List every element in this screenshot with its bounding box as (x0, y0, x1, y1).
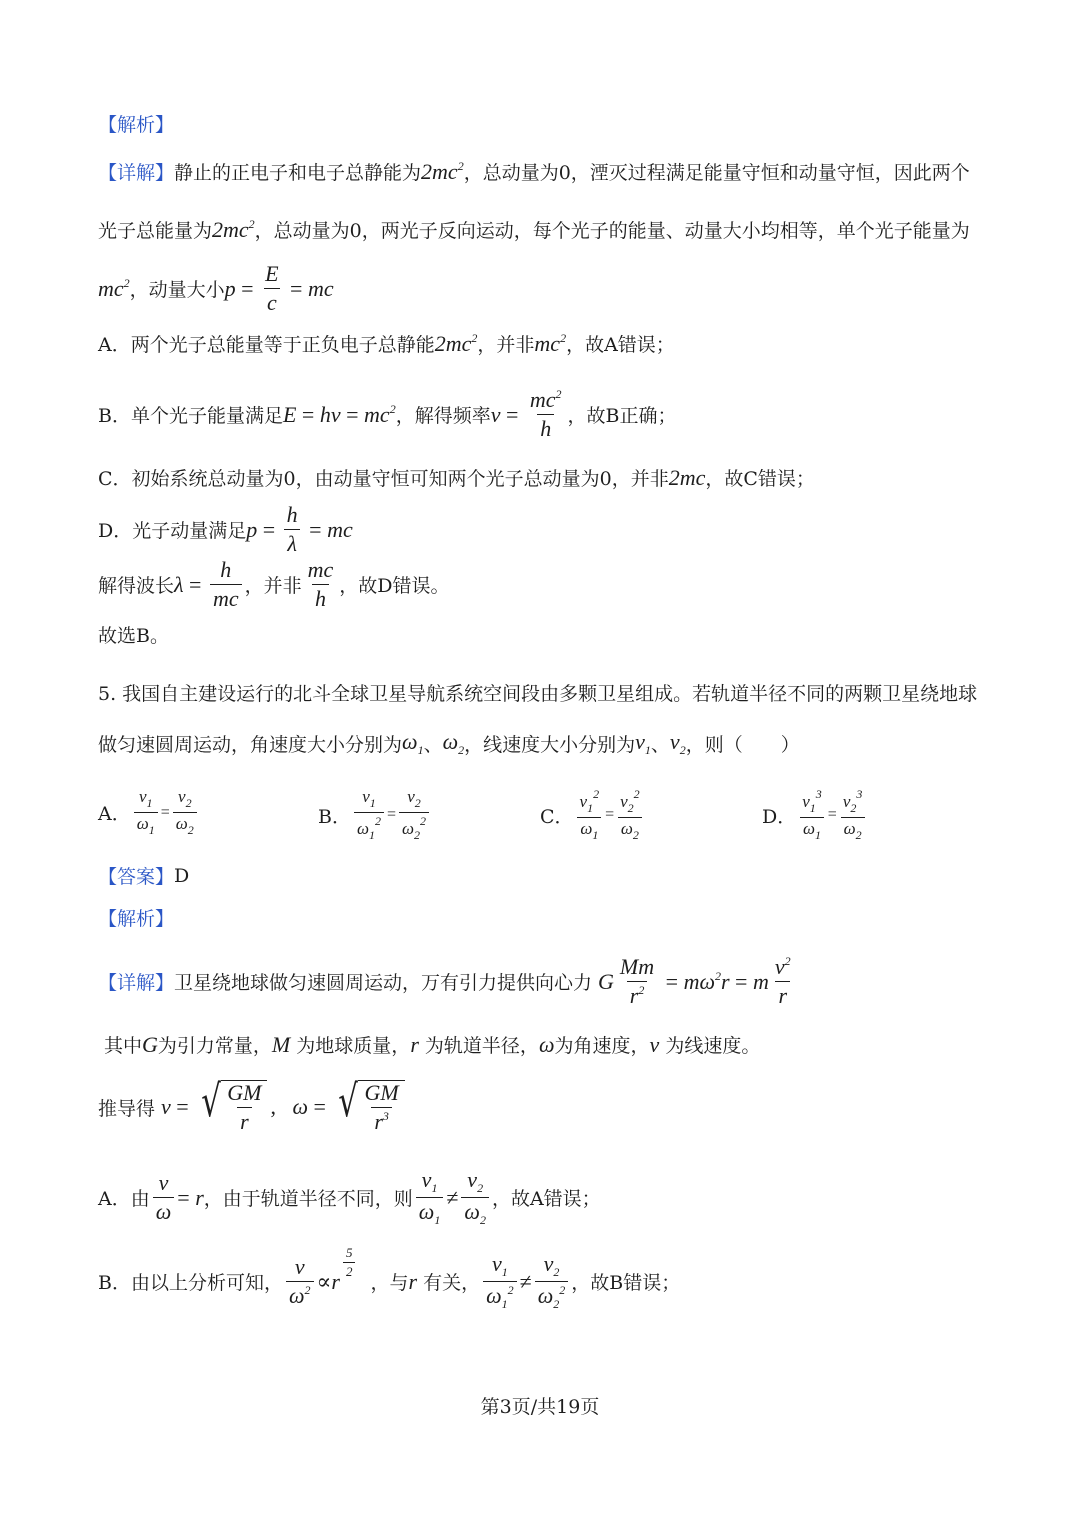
q5-option-b: B． $\frac{v_1}{\omega_1^2}$ = $\frac{v_2}{\omega_2^2}$ (318, 788, 432, 842)
q5-option-c: C． $\frac{v_1^2}{\omega_1}$ = $\frac{v_2^2}{\omega_2}$ (540, 788, 646, 842)
detail-line-1: 【详解】 静止的正电子和电子总静能为 $2mc^2$ ，总动量为0，湮灭过程满足能量守恒和动量守恒，因此两个 (98, 158, 970, 184)
wavelength-line: 解得波长 λ = $\frac{h}{mc}$ ，并非 $\frac{mc}{h}$ ，故D错误。 (98, 557, 450, 612)
detail-line-3: $mc^2$ ，动量大小 p = $\frac{E}{c}$ = mc (98, 261, 334, 316)
q5-derive: 推导得 v = √ $\frac{GM}{r}$ , ω = √ $\frac{GM}{r^3}$ (98, 1080, 408, 1134)
q5-answer: 【答案】 D (98, 864, 190, 888)
q5-where: 其中 G 为引力常量， M 为地球质量， r 为轨道半径， ω 为角速度， v 为线速度。 (104, 1031, 761, 1057)
detail-line-2: 光子总能量为 $2mc^2$ ，总动量为0，两光子反向运动，每个光子的能量、动量大小均相等，单个光子能量为 (98, 216, 970, 242)
option-b-explain: B．单个光子能量满足 E = hν = $mc^2$ ，解得频率 ν = $\frac{mc^2}{h}$ ，故B正确； (98, 387, 677, 442)
select-b: 故选B。 (98, 625, 169, 647)
page-footer: 第3页/共19页 (480, 1396, 600, 1418)
q5-stem-2: 做匀速圆周运动，角速度大小分别为 $\omega_1$ 、 $\omega_2$ ，线速度大小分别为 $v_1$ 、 $v_2$ ，则（ ） (98, 729, 800, 757)
q5-option-b-explain: B．由以上分析可知， $\frac{v}{\omega^2}$ ∝ r $\frac{5}{2}$ ，与 r 有关， $\frac{v_1}{\omega_1^2}$ ≠ $\frac{v_2}{\omega_2^2}$ ，故B错误； (98, 1245, 681, 1312)
option-a-explain: A．两个光子总能量等于正负电子总静能 $2mc^2$ ，并非 $mc^2$ ，故A错误； (98, 330, 675, 356)
q5-option-d: D． $\frac{v_1^3}{\omega_1}$ = $\frac{v_2^3}{\omega_2}$ (762, 788, 868, 842)
jiexi-label: 【解析】 (98, 114, 175, 136)
option-d-explain: D．光子动量满足 p = $\frac{h}{\lambda}$ = mc (98, 502, 353, 557)
q5-option-a: A． $\frac{v_1}{\omega_1}$ = $\frac{v_2}{\omega_2}$ (98, 788, 200, 837)
q5-jiexi-label: 【解析】 (98, 908, 175, 930)
option-c-explain: C．初始系统总动量为0，由动量守恒可知两个光子总动量为0，并非 2mc ，故C错误； (98, 464, 815, 490)
q5-detail: 【详解】 卫星绕地球做匀速圆周运动，万有引力提供向心力 G $\frac{Mm}{r^2}$ = $m\omega^2r$ = m $\frac{v^2}{r}$ (98, 954, 791, 1009)
q5-stem-1: 5. 我国自主建设运行的北斗全球卫星导航系统空间段由多颗卫星组成。若轨道半径不同的两颗卫星绕地球 (98, 683, 978, 705)
q5-option-a-explain: A．由 $\frac{v}{\omega}$ = r ，由于轨道半径不同，则 $\frac{v_1}{\omega_1}$ ≠ $\frac{v_2}{\omega_2}$ ，故A错误； (98, 1167, 601, 1228)
